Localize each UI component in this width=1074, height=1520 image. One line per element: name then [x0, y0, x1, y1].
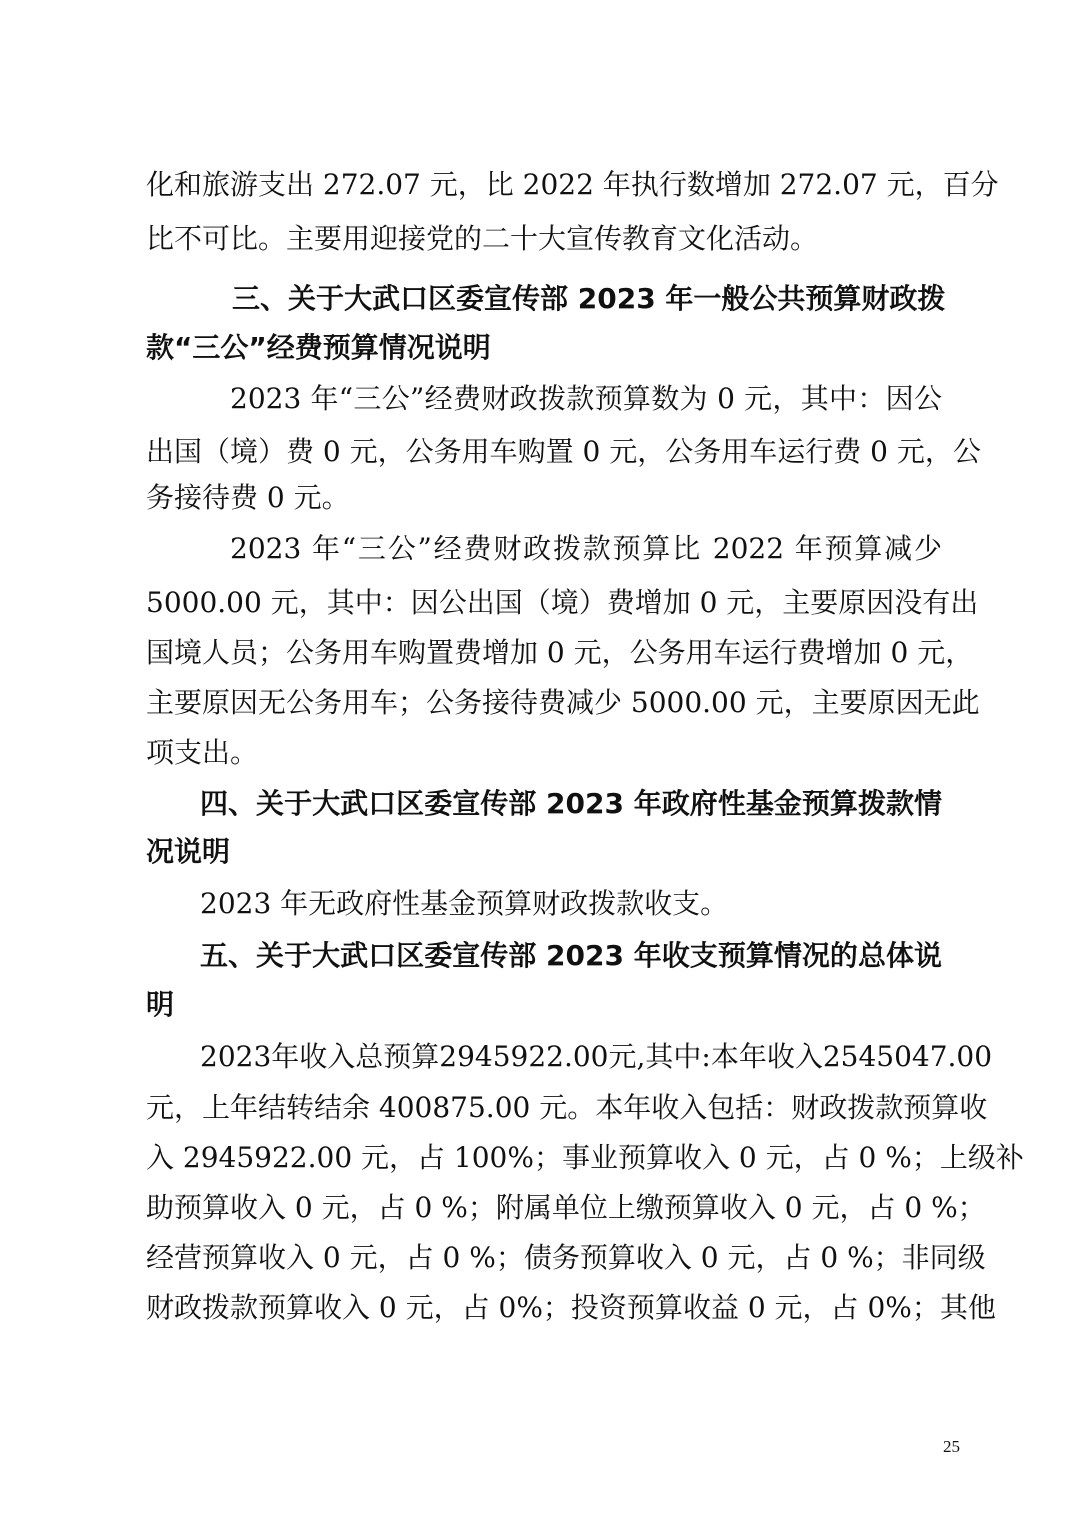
section-heading-4-cont: 况说明	[146, 835, 231, 868]
body-text-line: 元，上年结转结余 400875.00 元。本年收入包括：财政拨款预算收	[146, 1091, 988, 1124]
section-heading-5: 五、关于大武口区委宣传部 2023 年收支预算情况的总体说	[200, 939, 942, 972]
body-text-line: 经营预算收入 0 元，占 0 %；债务预算收入 0 元，占 0 %；非同级	[146, 1241, 986, 1274]
body-text-line: 务接待费 0 元。	[146, 481, 350, 514]
body-text-line: 2023 年无政府性基金预算财政拨款收支。	[200, 887, 729, 920]
body-text-line: 2023 年“三公”经费财政拨款预算数为 0 元，其中：因公	[230, 382, 942, 415]
body-text-line: 2023 年“三公”经费财政拨款预算比 2022 年预算减少	[230, 532, 942, 565]
body-text-line: 国境人员；公务用车购置费增加 0 元，公务用车运行费增加 0 元，	[146, 636, 974, 669]
body-text-line: 比不可比。主要用迎接党的二十大宣传教育文化活动。	[146, 222, 819, 255]
body-text-line: 5000.00 元，其中：因公出国（境）费增加 0 元，主要原因没有出	[146, 586, 979, 619]
body-text-line: 出国（境）费 0 元，公务用车购置 0 元，公务用车运行费 0 元，公	[146, 435, 981, 468]
section-heading-3-cont: 款“三公”经费预算情况说明	[146, 331, 491, 364]
body-text-line: 化和旅游支出 272.07 元，比 2022 年执行数增加 272.07 元，百分	[146, 168, 999, 201]
body-text-line: 助预算收入 0 元，占 0 %；附属单位上缴预算收入 0 元，占 0 %；	[146, 1191, 986, 1224]
body-text-line: 入 2945922.00 元，占 100%；事业预算收入 0 元，占 0 %；上级补	[146, 1141, 1024, 1174]
section-heading-4: 四、关于大武口区委宣传部 2023 年政府性基金预算拨款情	[200, 787, 942, 820]
section-heading-3: 三、关于大武口区委宣传部 2023 年一般公共预算财政拨	[232, 282, 946, 315]
page-number: 25	[943, 1437, 960, 1456]
body-text-line: 主要原因无公务用车；公务接待费减少 5000.00 元，主要原因无此	[146, 686, 980, 719]
body-text-line: 项支出。	[146, 736, 259, 769]
body-text-line: 2023年收入总预算2945922.00元,其中:本年收入2545047.00	[200, 1040, 993, 1073]
body-text-line: 财政拨款预算收入 0 元，占 0%；投资预算收益 0 元，占 0%；其他	[146, 1291, 996, 1324]
section-heading-5-cont: 明	[146, 988, 175, 1021]
